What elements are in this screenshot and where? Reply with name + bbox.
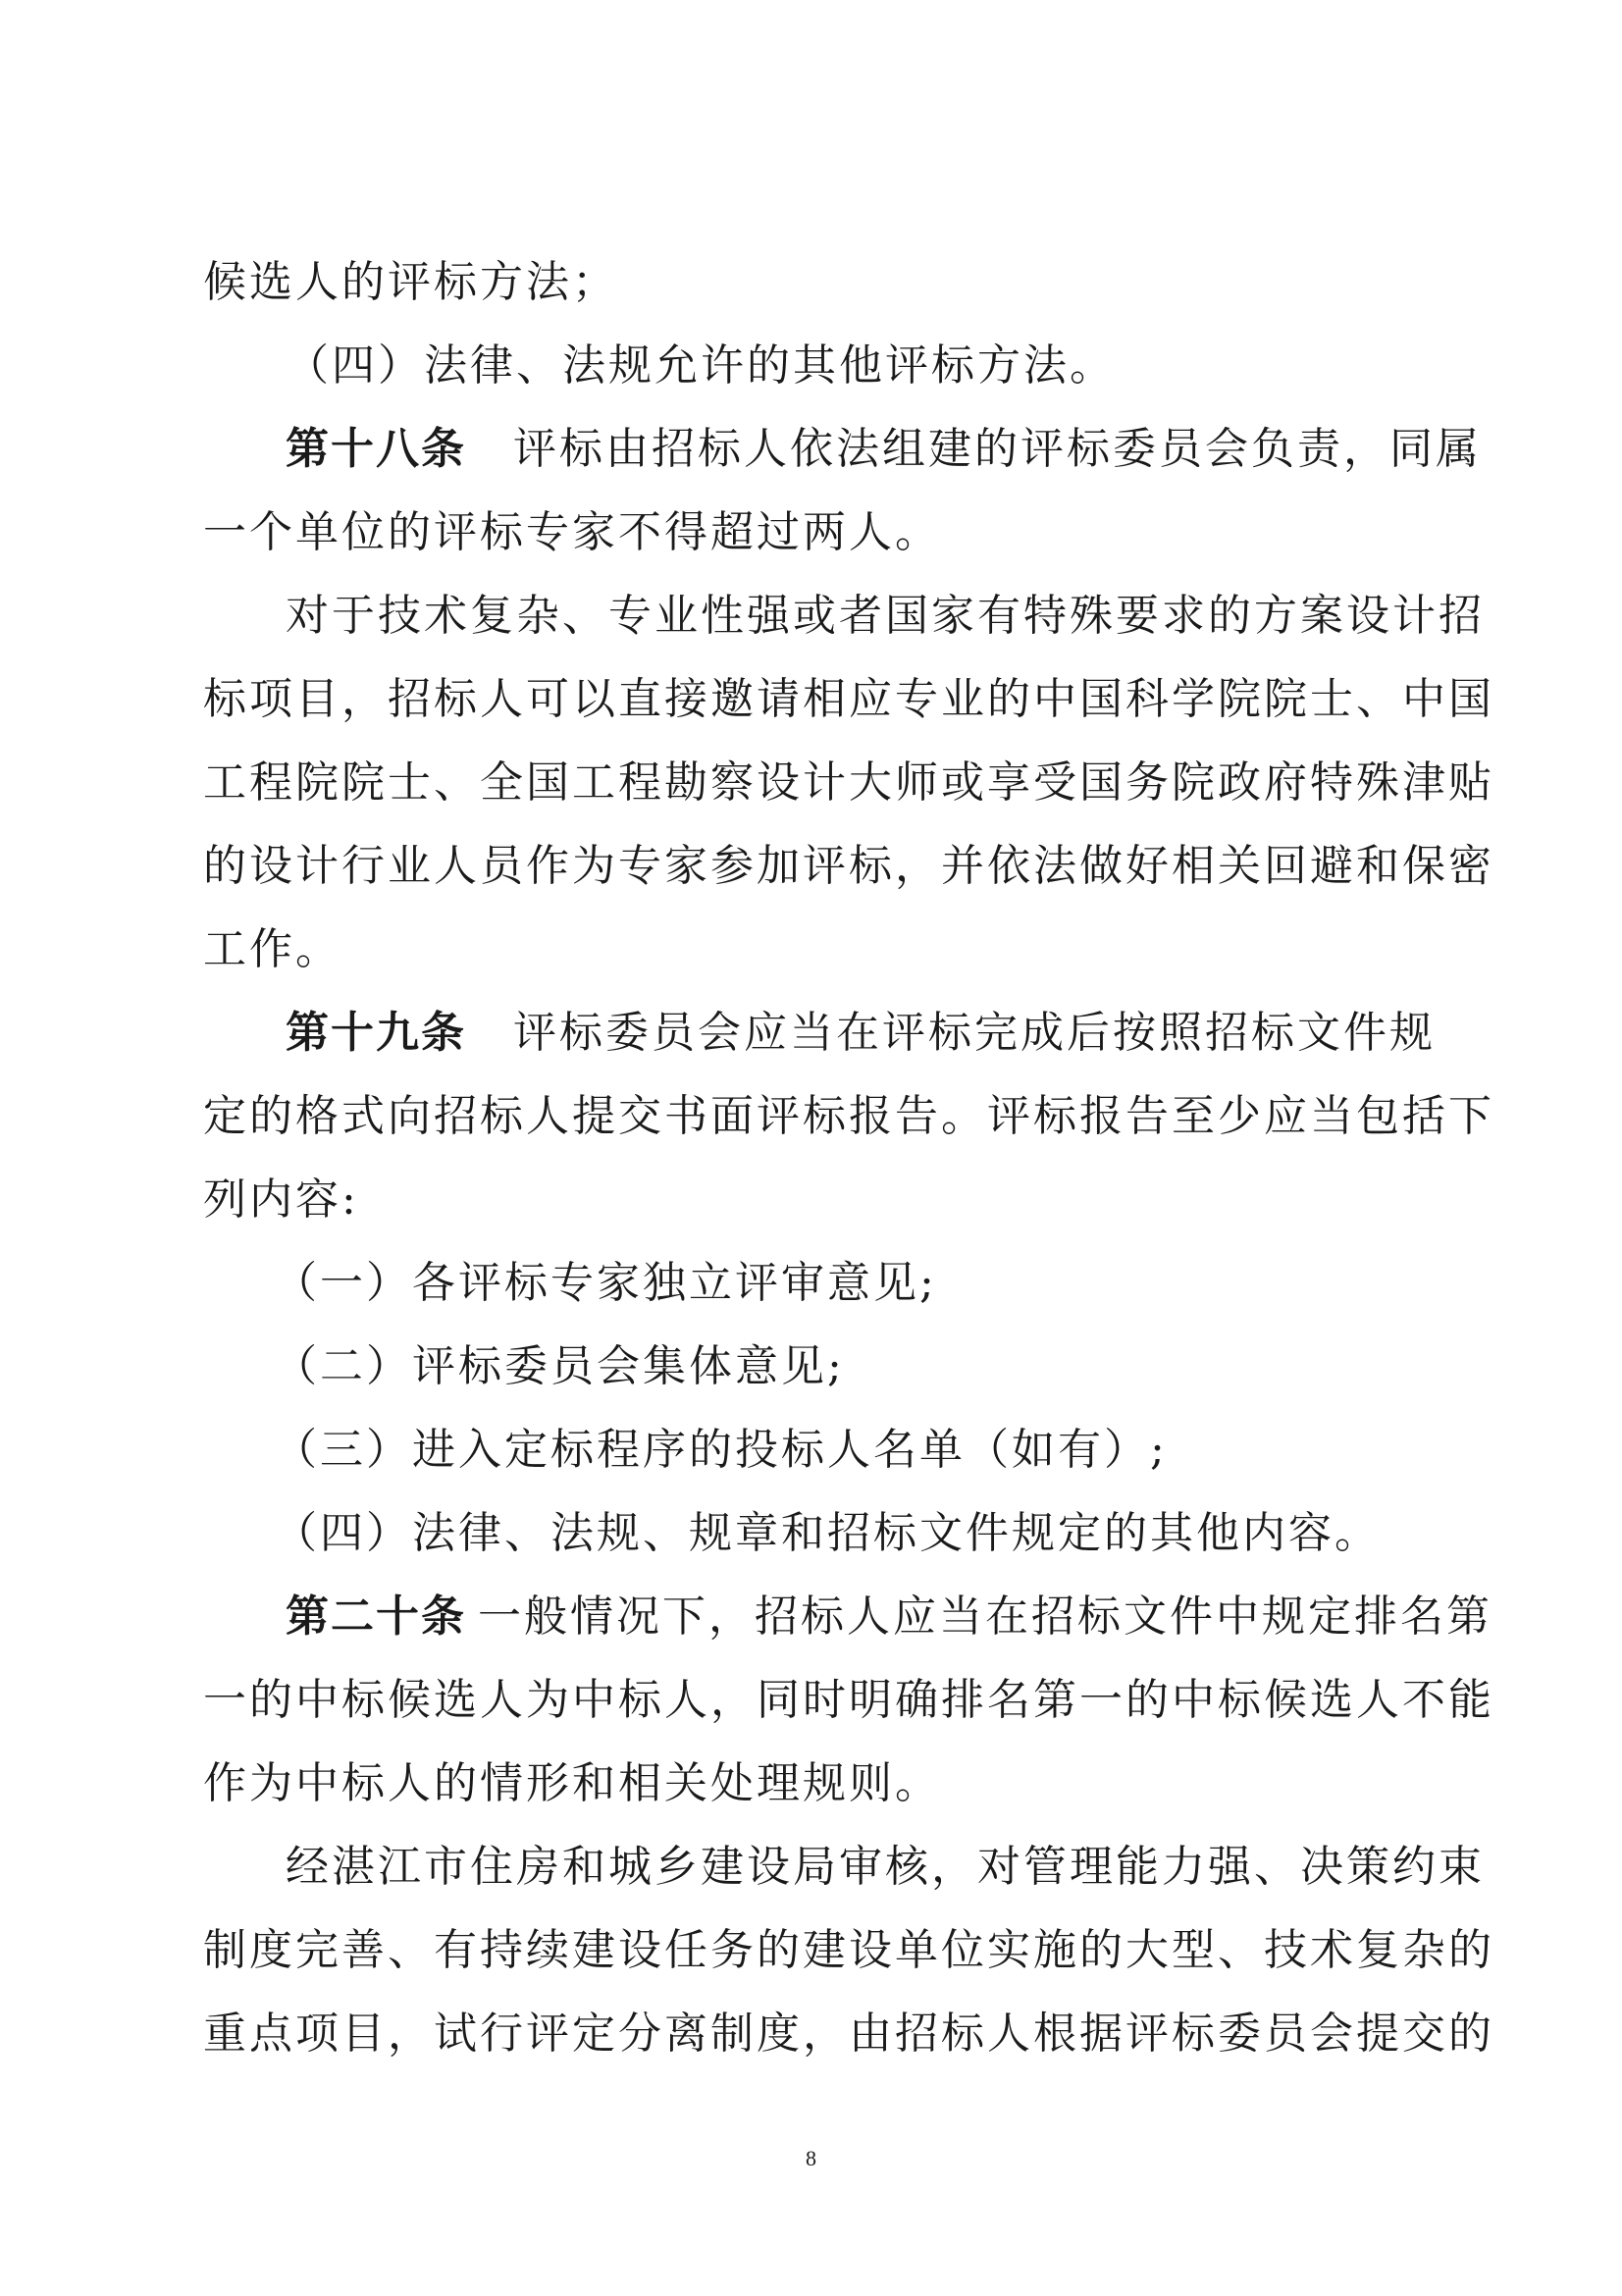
- list-item: （一）各评标专家独立评审意见;: [274, 1258, 937, 1308]
- list-item: （三）进入定标程序的投标人名单（如有）;: [274, 1425, 1168, 1475]
- article-19-line: 第十九条 评标委员会应当在评标完成后按照招标文件规: [286, 1008, 1436, 1058]
- body-line: 工程院院士、全国工程勘察设计大师或享受国务院政府特殊津贴: [203, 757, 1494, 808]
- body-line: 候选人的评标方法；: [203, 257, 618, 307]
- article-heading: 第十八条: [286, 424, 466, 474]
- list-item: （四）法律、法规允许的其他评标方法。: [286, 340, 1116, 391]
- body-line: 作为中标人的情形和相关处理规则。: [203, 1758, 941, 1808]
- body-line: 标项目，招标人可以直接邀请相应专业的中国科学院院士、中国: [203, 674, 1494, 724]
- body-line: 定的格式向招标人提交书面评标报告。评标报告至少应当包括下: [203, 1091, 1494, 1141]
- body-line: 列内容:: [203, 1174, 359, 1225]
- list-item: （二）评标委员会集体意见;: [274, 1341, 845, 1391]
- body-line: 一个单位的评标专家不得超过两人。: [203, 507, 941, 557]
- article-18-line: 第十八条 评标由招标人依法组建的评标委员会负责，同属: [286, 424, 1482, 474]
- article-heading: 第二十条: [286, 1592, 466, 1642]
- body-line: 工作。: [203, 924, 341, 974]
- article-20-line: 第二十条 一般情况下，招标人应当在招标文件中规定排名第: [286, 1592, 1492, 1642]
- list-item: （四）法律、法规、规章和招标文件规定的其他内容。: [274, 1508, 1381, 1558]
- body-line: 重点项目，试行评定分离制度，由招标人根据评标委员会提交的: [203, 2009, 1494, 2059]
- body-line: 经湛江市住房和城乡建设局审核，对管理能力强、决策约束: [286, 1842, 1485, 1892]
- body-line: 的设计行业人员作为专家参加评标，并依法做好相关回避和保密: [203, 841, 1494, 891]
- page-number: 8: [806, 2146, 816, 2170]
- body-line: 对于技术复杂、专业性强或者国家有特殊要求的方案设计招: [286, 591, 1485, 641]
- body-line: 制度完善、有持续建设任务的建设单位实施的大型、技术复杂的: [203, 1925, 1494, 1975]
- body-line: 一的中标候选人为中标人，同时明确排名第一的中标候选人不能: [203, 1675, 1494, 1725]
- article-heading: 第十九条: [286, 1008, 466, 1058]
